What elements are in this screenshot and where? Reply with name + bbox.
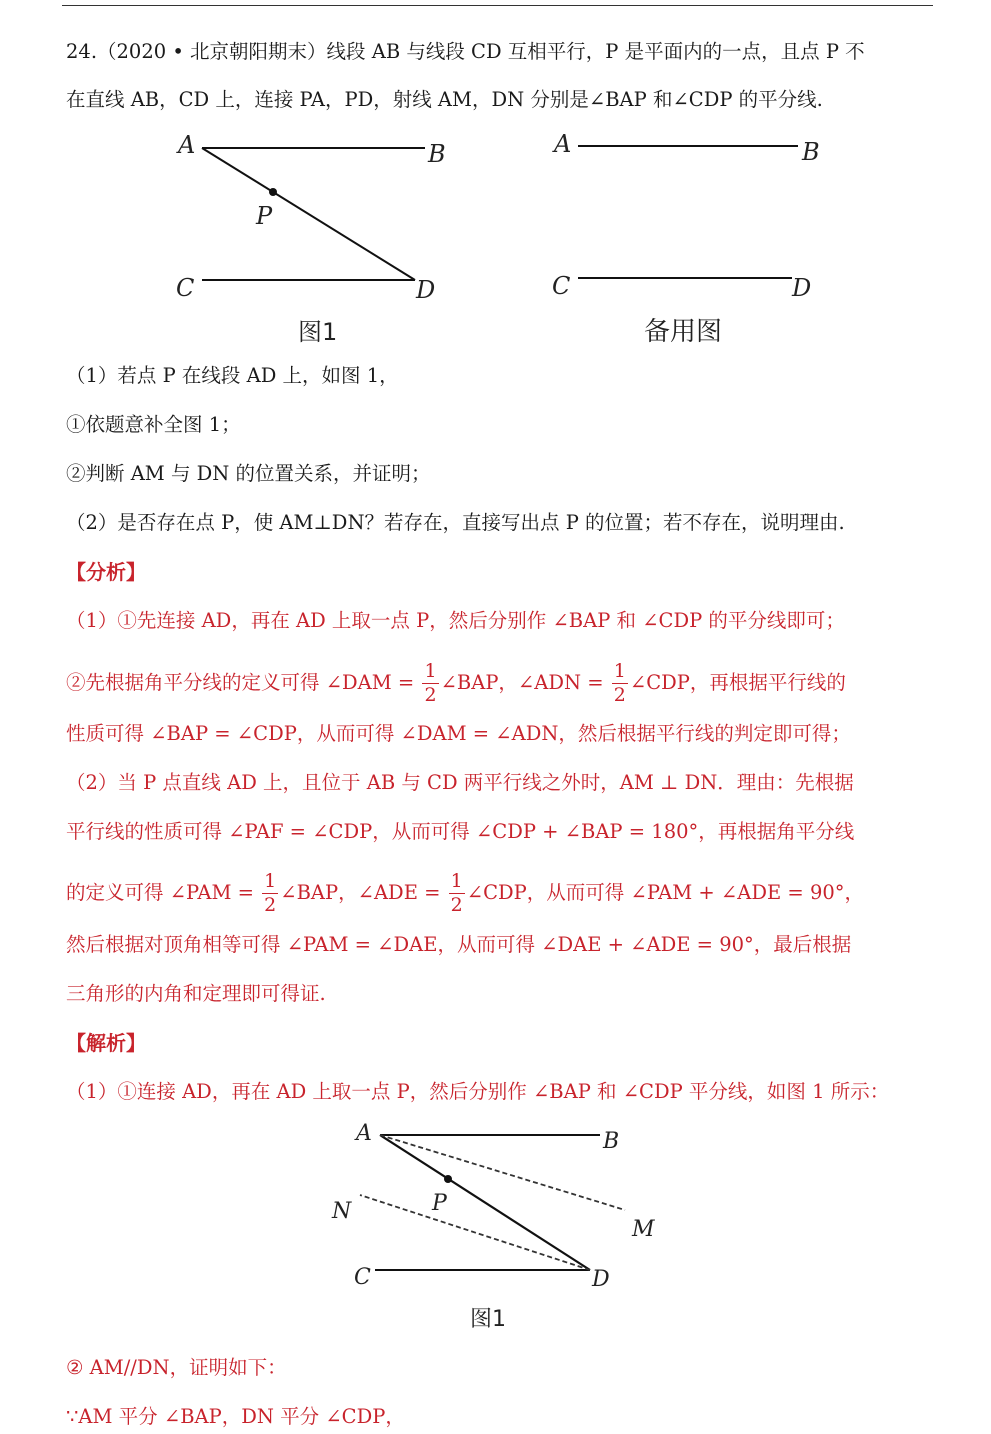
question-1b: ②判断 AM 与 DN 的位置关系，并证明； (66, 462, 431, 485)
label-p: P (432, 1191, 447, 1216)
analysis-line-2-part-b: ∠BAP，∠ADN = (440, 671, 604, 694)
solution-figure-caption: 图1 (470, 1307, 506, 1332)
analysis-line-2-part-a: ②先根据角平分线的定义可得 ∠DAM = (66, 671, 415, 694)
solution-line-2: ② AM//DN，证明如下： (66, 1356, 287, 1379)
label-b: B (603, 1129, 620, 1154)
analysis-line-6-part-c: ∠CDP，从而可得 ∠PAM + ∠ADE = 90°， (466, 881, 865, 904)
analysis-heading: 【分析】 (66, 560, 146, 584)
problem-line-1: 24.（2020 • 北京朝阳期末）线段 AB 与线段 CD 互相平行，P 是平面内的一点，且点 P 不 (66, 40, 865, 63)
figure-1-caption: 图1 (298, 318, 338, 346)
label-c: C (354, 1265, 371, 1290)
label-b: B (802, 138, 820, 166)
label-b: B (428, 140, 446, 168)
analysis-line-7: 然后根据对顶角相等可得 ∠PAM = ∠DAE，从而可得 ∠DAE + ∠ADE = 90°，最后根据 (66, 933, 852, 956)
analysis-line-5: 平行线的性质可得 ∠PAF = ∠CDP，从而可得 ∠CDP + ∠BAP = 180°，再根据角平分线 (66, 820, 855, 843)
label-n: N (332, 1199, 352, 1224)
problem-line-2: 在直线 AB，CD 上，连接 PA，PD，射线 AM，DN 分别是∠BAP 和∠CDP 的平分线. (66, 88, 823, 111)
analysis-line-4: （2）当 P 点直线 AD 上，且位于 AB 与 CD 两平行线之外时，AM ⊥ DN．理由：先根据 (66, 771, 854, 794)
label-a: A (178, 131, 196, 159)
solution-heading: 【解析】 (66, 1031, 146, 1055)
fraction-half: $\frac{1}{2}$ (424, 660, 437, 706)
analysis-line-3: 性质可得 ∠BAP = ∠CDP，从而可得 ∠DAM = ∠ADN，然后根据平行线的判定即可得； (66, 722, 851, 745)
figure-1 (160, 128, 460, 358)
spare-figure (540, 128, 840, 358)
point-p-marker (269, 188, 277, 196)
analysis-line-6-part-a: 的定义可得 ∠PAM = (66, 881, 254, 904)
analysis-line-1: （1）①先连接 AD，再在 AD 上取一点 P，然后分别作 ∠BAP 和 ∠CDP 的平分线即可； (66, 609, 845, 632)
solution-figure (320, 1110, 680, 1350)
fraction-half: $\frac{1}{2}$ (450, 870, 463, 916)
analysis-line-6 (66, 872, 939, 915)
fraction-half: $\frac{1}{2}$ (264, 870, 277, 916)
label-c: C (552, 272, 571, 300)
question-1: （1）若点 P 在线段 AD 上，如图 1， (66, 364, 399, 387)
label-a: A (554, 130, 572, 158)
fraction-half: $\frac{1}{2}$ (613, 660, 626, 706)
label-d: D (592, 1267, 610, 1292)
label-d: D (416, 276, 436, 304)
spare-figure-caption: 备用图 (644, 317, 723, 347)
question-1a: ①依题意补全图 1； (66, 413, 241, 436)
label-m: M (632, 1217, 655, 1242)
top-rule (62, 5, 933, 6)
analysis-line-2 (66, 662, 939, 705)
question-2: （2）是否存在点 P，使 AM⊥DN？若存在，直接写出点 P 的位置；若不存在，说明理由. (66, 511, 845, 534)
point-p-marker (444, 1175, 452, 1183)
solution-line-1: （1）①连接 AD，再在 AD 上取一点 P，然后分别作 ∠BAP 和 ∠CDP 平分线，如图 1 所示： (66, 1080, 890, 1103)
analysis-line-8: 三角形的内角和定理即可得证. (66, 982, 326, 1005)
label-a: A (356, 1121, 372, 1146)
label-d: D (792, 274, 812, 302)
analysis-line-6-part-b: ∠BAP，∠ADE = (280, 881, 441, 904)
label-p: P (256, 202, 273, 230)
solution-line-3: ∵AM 平分 ∠BAP，DN 平分 ∠CDP， (66, 1405, 405, 1428)
label-c: C (176, 274, 195, 302)
analysis-line-2-part-c: ∠CDP，再根据平行线的 (629, 671, 846, 694)
